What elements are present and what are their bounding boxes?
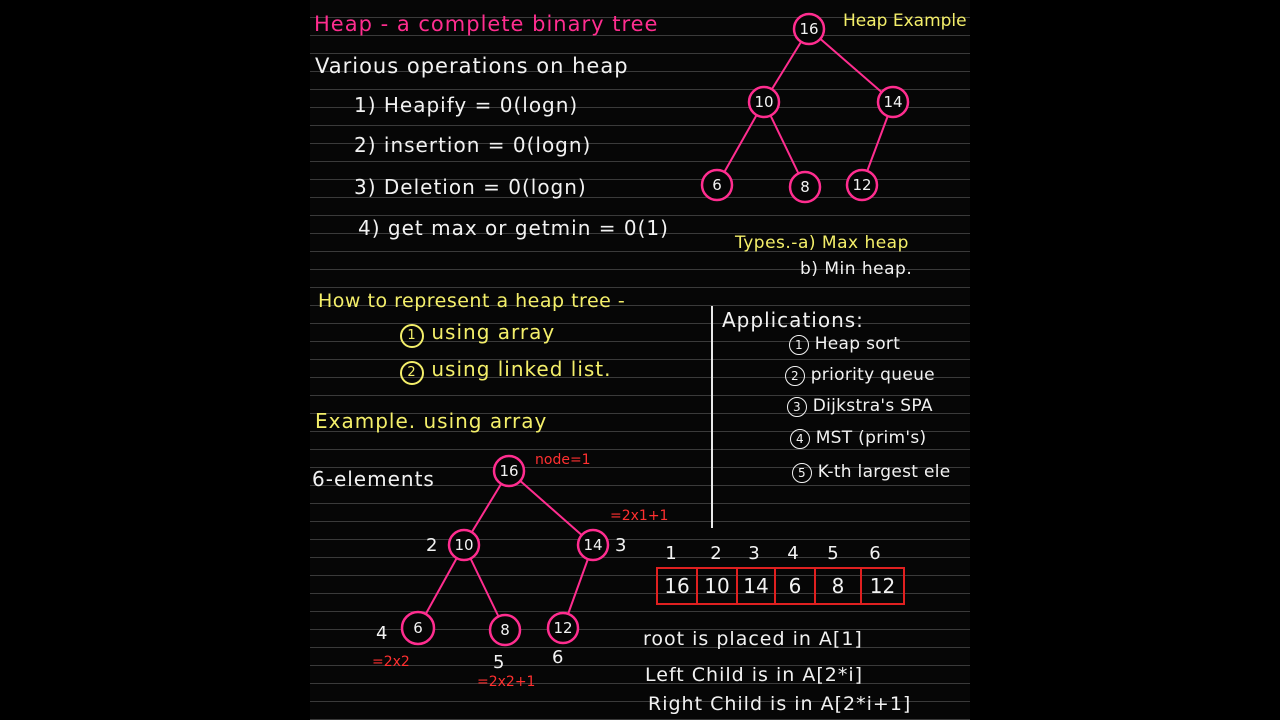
- array-cell: 8: [814, 567, 862, 605]
- number-badge: 1: [400, 324, 424, 348]
- operations-heading: Various operations on heap: [315, 54, 629, 78]
- node-label: 16: [799, 20, 819, 38]
- number-badge: 4: [790, 429, 810, 449]
- representation-heading: How to represent a heap tree -: [318, 290, 626, 312]
- operation-number: 4): [358, 216, 381, 240]
- position-number: 6: [552, 647, 565, 668]
- representation-text: using linked list.: [431, 357, 612, 381]
- heap-example-label: Heap Example: [843, 11, 967, 31]
- formula-right-child: Right Child is in A[2*i+1]: [648, 693, 912, 715]
- number-badge: 2: [785, 366, 805, 386]
- operation-number: 3): [354, 175, 377, 199]
- operation-text: Heapify = 0(logn): [383, 93, 579, 117]
- number-badge: 2: [400, 361, 424, 385]
- position-number: 4: [376, 623, 389, 644]
- heap-type-max: Types.-a) Max heap: [735, 233, 909, 253]
- array-cell: 6: [774, 567, 816, 605]
- elements-label: 6-elements: [312, 467, 435, 491]
- node-label: 12: [852, 176, 872, 194]
- node-label: 14: [883, 93, 903, 111]
- formula-root: root is placed in A[1]: [643, 628, 863, 650]
- array-cell: 16: [656, 567, 698, 605]
- array-index: 6: [869, 543, 881, 564]
- node-label: 10: [754, 93, 774, 111]
- array-cell: 10: [696, 567, 738, 605]
- node-label: 6: [413, 619, 423, 637]
- note-right-child-2: =2x2+1: [477, 674, 536, 690]
- node-label: 16: [499, 462, 519, 480]
- note-right-child: =2x1+1: [610, 508, 669, 524]
- note-root: node=1: [535, 452, 591, 468]
- node-label: 10: [454, 536, 474, 554]
- array-cell: 14: [736, 567, 776, 605]
- array-index: 3: [748, 543, 760, 564]
- operation-text: get max or getmin = 0(1): [387, 216, 669, 240]
- operation-number: 2): [354, 133, 377, 157]
- page-title: Heap - a complete binary tree: [314, 12, 659, 36]
- application-text: Heap sort: [814, 334, 901, 354]
- number-badge: 5: [792, 463, 812, 483]
- position-number: 5: [493, 652, 506, 673]
- number-badge: 3: [787, 397, 807, 417]
- application-text: K-th largest ele: [817, 462, 951, 482]
- node-label: 8: [500, 621, 510, 639]
- position-number: 2: [426, 535, 439, 556]
- representation-text: using array: [431, 320, 556, 344]
- number-badge: 1: [789, 335, 809, 355]
- heap-type-min: b) Min heap.: [800, 259, 913, 279]
- tree-edge: [509, 471, 593, 545]
- operation-text: insertion = 0(logn): [383, 133, 592, 157]
- array-index: 4: [787, 543, 799, 564]
- formula-left-child: Left Child is in A[2*i]: [645, 664, 864, 686]
- operation-text: Deletion = 0(logn): [383, 175, 587, 199]
- array-example-heading: Example. using array: [315, 409, 548, 433]
- position-number: 3: [615, 535, 628, 556]
- node-label: 14: [583, 536, 603, 554]
- array-cell: 12: [860, 567, 905, 605]
- array-index: 1: [665, 543, 677, 564]
- node-label: 6: [712, 176, 722, 194]
- application-text: priority queue: [810, 365, 935, 385]
- node-label: 8: [800, 178, 810, 196]
- application-text: MST (prim's): [815, 428, 927, 448]
- application-text: Dijkstra's SPA: [812, 396, 933, 416]
- node-label: 12: [553, 619, 573, 637]
- operation-number: 1): [354, 93, 377, 117]
- note-left-child: =2x2: [372, 654, 410, 670]
- array-index: 5: [827, 543, 839, 564]
- applications-heading: Applications:: [722, 308, 864, 332]
- array-index: 2: [710, 543, 722, 564]
